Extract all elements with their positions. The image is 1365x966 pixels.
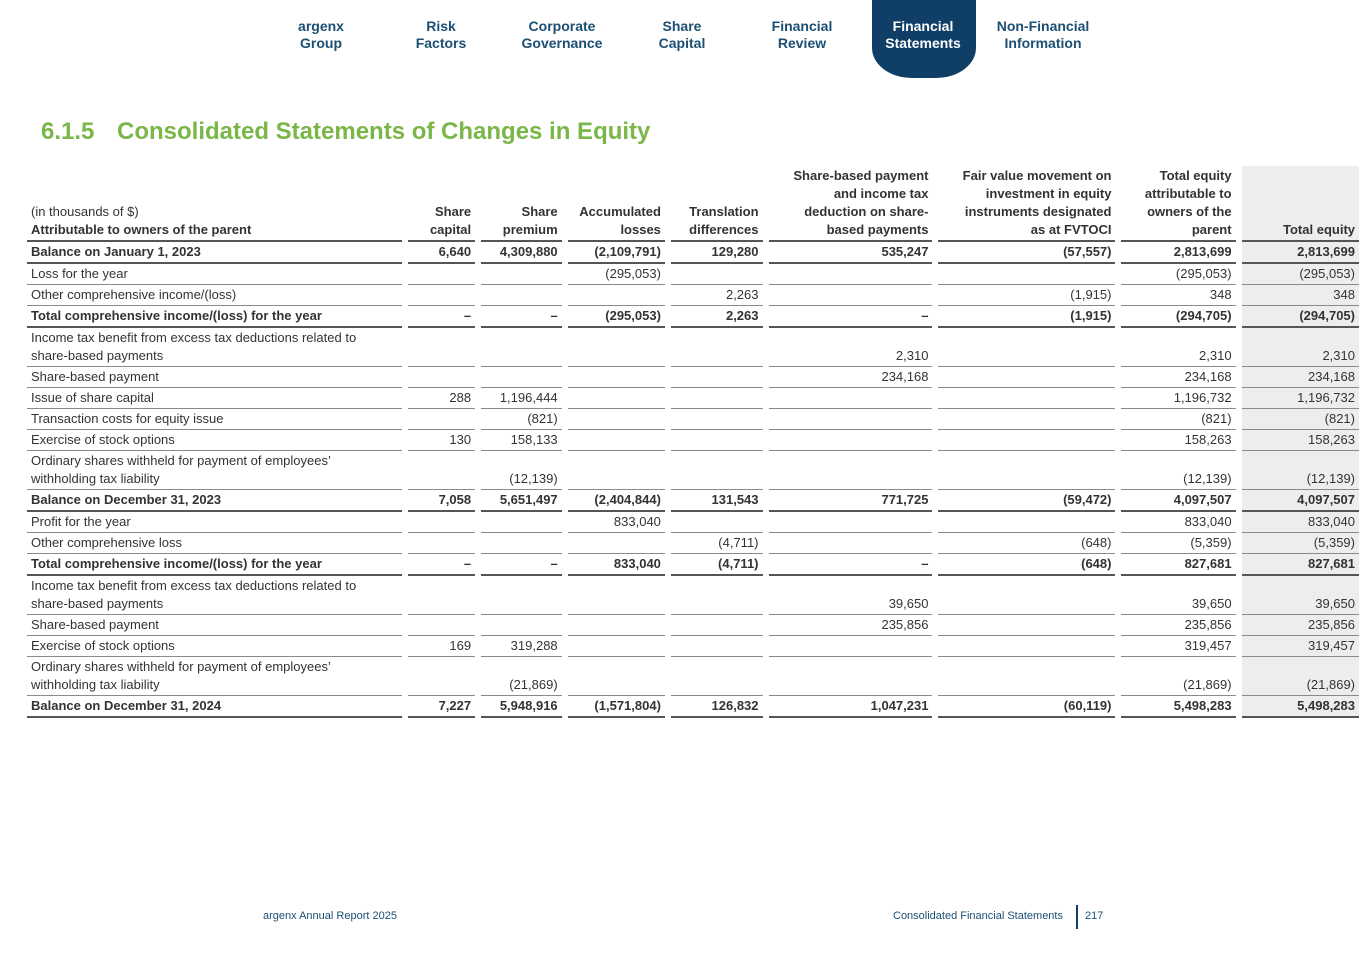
table-cell: [568, 285, 665, 306]
header-line: Share: [521, 204, 558, 219]
table-cell: 2,263: [671, 285, 763, 306]
header-line: Fair value movement on: [962, 168, 1112, 183]
row-label: [27, 367, 402, 388]
row-label-line: Exercise of stock options: [31, 432, 175, 447]
table-header-row: [27, 166, 1359, 242]
row-label-line: Ordinary shares withheld for payment of employees’: [31, 659, 331, 674]
table-cell: 234,168: [1242, 367, 1359, 388]
table-row: [27, 430, 1359, 451]
row-label: [27, 657, 402, 696]
table-cell: [671, 657, 763, 696]
table-cell: [769, 657, 933, 696]
table-row: [27, 636, 1359, 657]
row-label-line: Other comprehensive loss: [31, 535, 183, 550]
column-header-total-equity: [1242, 166, 1359, 242]
table-cell: 5,948,916: [481, 696, 562, 718]
table-cell: [938, 328, 1115, 367]
table-cell: [938, 512, 1115, 533]
table-cell: 2,310: [769, 328, 933, 367]
footer-divider: [1076, 905, 1078, 929]
row-label: [27, 615, 402, 636]
header-line: investment in equity: [985, 186, 1112, 201]
table-cell: [408, 367, 475, 388]
table-cell: [769, 264, 933, 285]
table-cell: [671, 636, 763, 657]
table-cell: [769, 451, 933, 490]
table-cell: 158,263: [1121, 430, 1235, 451]
table-row: [27, 512, 1359, 533]
table-cell: [568, 388, 665, 409]
table-cell: 827,681: [1121, 554, 1235, 576]
table-cell: (21,869): [481, 657, 562, 696]
table-cell: [481, 512, 562, 533]
table-cell: [769, 430, 933, 451]
table-cell: (648): [938, 533, 1115, 554]
column-header-label: [27, 166, 402, 242]
table-cell: [481, 615, 562, 636]
row-label-line: Balance on January 1, 2023: [31, 244, 201, 259]
header-line: Share-based payment: [793, 168, 929, 183]
row-label-line: withholding tax liability: [31, 471, 160, 486]
table-cell: (295,053): [1242, 264, 1359, 285]
table-cell: [481, 264, 562, 285]
table-cell: [481, 285, 562, 306]
table-cell: 833,040: [1121, 512, 1235, 533]
table-cell: –: [408, 306, 475, 328]
table-row: [27, 554, 1359, 576]
table-cell: –: [769, 554, 933, 576]
column-header-share-based-payment: [769, 166, 933, 242]
table-cell: 158,263: [1242, 430, 1359, 451]
nav-tab-line1: Non-Financial: [996, 18, 1090, 34]
table-cell: 348: [1242, 285, 1359, 306]
header-line: Accumulated: [579, 204, 661, 219]
table-row: [27, 264, 1359, 285]
table-cell: [938, 264, 1115, 285]
table-cell: 319,457: [1242, 636, 1359, 657]
table-row: [27, 533, 1359, 554]
table-cell: [408, 657, 475, 696]
nav-tab-line2: Statements: [885, 35, 961, 51]
table-cell: 5,498,283: [1121, 696, 1235, 718]
table-cell: –: [481, 306, 562, 328]
row-label-line: share-based payments: [31, 596, 164, 611]
row-label-line: share-based payments: [31, 348, 164, 363]
table-cell: 833,040: [568, 554, 665, 576]
table-cell: 235,856: [1242, 615, 1359, 636]
row-label-line: Ordinary shares withheld for payment of employees’: [31, 453, 331, 468]
nav-tab-line2: Information: [1004, 35, 1082, 51]
table-cell: [938, 388, 1115, 409]
row-label-line: Other comprehensive income/(loss): [31, 287, 237, 302]
table-row: [27, 306, 1359, 328]
header-line: and income tax: [833, 186, 929, 201]
table-cell: (4,711): [671, 554, 763, 576]
table-cell: 771,725: [769, 490, 933, 512]
table-cell: [671, 264, 763, 285]
table-cell: [938, 636, 1115, 657]
column-header-total-equity-attributable: [1121, 166, 1235, 242]
header-line: Translation: [689, 204, 759, 219]
table-cell: [938, 430, 1115, 451]
row-label-line: Issue of share capital: [31, 390, 154, 405]
table-cell: [408, 409, 475, 430]
row-label-line: Transaction costs for equity issue: [31, 411, 224, 426]
table-cell: 6,640: [408, 242, 475, 264]
header-line: differences: [689, 222, 759, 237]
table-row: [27, 328, 1359, 367]
column-header-share-premium: [481, 166, 562, 242]
table-cell: (5,359): [1242, 533, 1359, 554]
table-cell: [671, 430, 763, 451]
row-label-line: Share-based payment: [31, 617, 159, 632]
table-cell: –: [408, 554, 475, 576]
table-cell: 129,280: [671, 242, 763, 264]
table-row: [27, 451, 1359, 490]
table-cell: 130: [408, 430, 475, 451]
table-cell: [408, 451, 475, 490]
table-cell: [938, 409, 1115, 430]
table-cell: 235,856: [1121, 615, 1235, 636]
nav-tab-financial-statements[interactable]: [871, 18, 975, 52]
row-label: [27, 242, 402, 264]
table-cell: 39,650: [1242, 576, 1359, 615]
table-cell: 833,040: [568, 512, 665, 533]
table-cell: [938, 615, 1115, 636]
table-cell: 5,498,283: [1242, 696, 1359, 718]
nav-tab-corporate-governance[interactable]: [510, 18, 614, 52]
nav-tab-line1: argenx: [298, 18, 344, 34]
table-cell: [408, 615, 475, 636]
table-cell: (295,053): [1121, 264, 1235, 285]
column-header-accumulated-losses: [568, 166, 665, 242]
table-cell: (295,053): [568, 264, 665, 285]
table-cell: 2,263: [671, 306, 763, 328]
table-cell: 1,047,231: [769, 696, 933, 718]
table-row: [27, 490, 1359, 512]
table-cell: [769, 285, 933, 306]
table-cell: –: [481, 554, 562, 576]
row-label: [27, 636, 402, 657]
table-cell: 1,196,444: [481, 388, 562, 409]
table-cell: (295,053): [568, 306, 665, 328]
table-cell: [671, 367, 763, 388]
table-cell: [568, 533, 665, 554]
table-cell: 4,097,507: [1242, 490, 1359, 512]
row-label-line: Balance on December 31, 2023: [31, 492, 222, 507]
row-label: [27, 533, 402, 554]
row-label: [27, 554, 402, 576]
row-label-line: Exercise of stock options: [31, 638, 175, 653]
table-cell: 234,168: [1121, 367, 1235, 388]
table-cell: 39,650: [1121, 576, 1235, 615]
table-cell: [769, 533, 933, 554]
table-cell: [481, 533, 562, 554]
nav-tab-share-capital[interactable]: [630, 18, 734, 52]
table-cell: (21,869): [1242, 657, 1359, 696]
header-line: capital: [429, 222, 472, 237]
table-cell: (2,404,844): [568, 490, 665, 512]
row-label-line: Profit for the year: [31, 514, 131, 529]
table-cell: 7,058: [408, 490, 475, 512]
table-cell: 319,288: [481, 636, 562, 657]
table-cell: 169: [408, 636, 475, 657]
table-cell: [671, 328, 763, 367]
table-cell: 126,832: [671, 696, 763, 718]
header-line: based payments: [826, 222, 929, 237]
table-cell: [568, 636, 665, 657]
header-line: losses: [620, 222, 661, 237]
nav-tab-non-financial-information[interactable]: [991, 18, 1095, 52]
row-label: [27, 696, 402, 718]
nav-tab-line2: Factors: [415, 35, 467, 51]
table-cell: (294,705): [1242, 306, 1359, 328]
row-label: [27, 264, 402, 285]
section-number: 6.1.5: [41, 118, 95, 145]
table-cell: (21,869): [1121, 657, 1235, 696]
page-number: 217: [1085, 910, 1104, 922]
header-line: parent: [1191, 222, 1232, 237]
table-cell: 827,681: [1242, 554, 1359, 576]
table-cell: (821): [1242, 409, 1359, 430]
nav-tab-line2: Governance: [521, 35, 603, 51]
table-cell: 2,310: [1242, 328, 1359, 367]
table-cell: 833,040: [1242, 512, 1359, 533]
table-row: [27, 367, 1359, 388]
table-cell: 7,227: [408, 696, 475, 718]
table-cell: [671, 409, 763, 430]
table-cell: –: [769, 306, 933, 328]
table-cell: (4,711): [671, 533, 763, 554]
table-cell: 288: [408, 388, 475, 409]
table-cell: 535,247: [769, 242, 933, 264]
table-cell: [769, 409, 933, 430]
table-cell: [408, 512, 475, 533]
row-label-line: Total comprehensive income/(loss) for the year: [31, 556, 322, 571]
table-cell: (821): [1121, 409, 1235, 430]
table-body: [27, 242, 1359, 718]
table-row: [27, 409, 1359, 430]
row-label-line: Loss for the year: [31, 266, 128, 281]
row-label: [27, 576, 402, 615]
row-label-line: Share-based payment: [31, 369, 159, 384]
table-cell: 2,813,699: [1121, 242, 1235, 264]
table-cell: [408, 264, 475, 285]
table-cell: (1,571,804): [568, 696, 665, 718]
table-cell: [671, 512, 763, 533]
header-line: attributable to: [1144, 186, 1232, 201]
table-cell: (57,557): [938, 242, 1115, 264]
table-cell: [568, 367, 665, 388]
table-cell: 235,856: [769, 615, 933, 636]
header-line: deduction on share-: [804, 204, 929, 219]
column-header-translation-differences: [671, 166, 763, 242]
table-cell: (821): [481, 409, 562, 430]
row-label: [27, 388, 402, 409]
table-cell: [568, 328, 665, 367]
table-cell: [481, 367, 562, 388]
footer-section-name: Consolidated Financial Statements: [893, 910, 1063, 922]
table-cell: [568, 430, 665, 451]
table-cell: 1,196,732: [1242, 388, 1359, 409]
nav-tab-line1: Financial: [892, 18, 954, 34]
nav-tab-line1: Financial: [771, 18, 833, 34]
row-label-line: Balance on December 31, 2024: [31, 698, 222, 713]
section-title: Consolidated Statements of Changes in Equity: [117, 118, 651, 145]
table-cell: (5,359): [1121, 533, 1235, 554]
table-cell: [671, 615, 763, 636]
table-cell: [671, 388, 763, 409]
header-line: Share: [434, 204, 472, 219]
table-cell: [408, 533, 475, 554]
header-line: instruments designated: [964, 204, 1112, 219]
table-cell: [408, 576, 475, 615]
nav-tab-line1: Corporate: [528, 18, 596, 34]
table-cell: [769, 512, 933, 533]
table-cell: [568, 451, 665, 490]
table-cell: 234,168: [769, 367, 933, 388]
table-cell: [769, 388, 933, 409]
table-cell: [938, 576, 1115, 615]
nav-tab-financial-review[interactable]: [750, 18, 854, 52]
header-line: Total equity: [1159, 168, 1232, 183]
table-cell: [481, 328, 562, 367]
table-cell: [568, 657, 665, 696]
table-cell: (1,915): [938, 285, 1115, 306]
table-row: [27, 657, 1359, 696]
table-cell: [408, 285, 475, 306]
header-line: Total equity: [1283, 222, 1355, 237]
table-cell: [568, 615, 665, 636]
row-label-line: Income tax benefit from excess tax deductions related to: [31, 578, 357, 593]
nav-tab-argenx-group[interactable]: [269, 18, 373, 52]
table-cell: [568, 576, 665, 615]
table-row: [27, 615, 1359, 636]
table-cell: (294,705): [1121, 306, 1235, 328]
header-line: premium: [502, 222, 558, 237]
row-label: [27, 285, 402, 306]
table-row: [27, 285, 1359, 306]
row-label: [27, 451, 402, 490]
row-label: [27, 490, 402, 512]
row-label: [27, 430, 402, 451]
row-label-line: Total comprehensive income/(loss) for the year: [31, 308, 322, 323]
table-cell: 39,650: [769, 576, 933, 615]
row-label: [27, 409, 402, 430]
footer-report-name: argenx Annual Report 2025: [263, 910, 397, 922]
table-cell: (648): [938, 554, 1115, 576]
table-cell: 2,310: [1121, 328, 1235, 367]
table-cell: 131,543: [671, 490, 763, 512]
table-cell: 348: [1121, 285, 1235, 306]
table-cell: (2,109,791): [568, 242, 665, 264]
table-cell: 319,457: [1121, 636, 1235, 657]
column-header-fair-value-movement: [938, 166, 1115, 242]
row-label: [27, 306, 402, 328]
nav-tab-line1: Share: [662, 18, 702, 34]
table-cell: (12,139): [481, 451, 562, 490]
unit-note: (in thousands of $): [31, 204, 139, 219]
row-label-line: withholding tax liability: [31, 677, 160, 692]
table-cell: [568, 409, 665, 430]
table-cell: 158,133: [481, 430, 562, 451]
table-cell: [938, 657, 1115, 696]
row-label: [27, 328, 402, 367]
table-cell: [481, 576, 562, 615]
table-cell: (59,472): [938, 490, 1115, 512]
table-cell: (12,139): [1121, 451, 1235, 490]
equity-changes-table: [21, 166, 1365, 718]
top-navigation: [0, 0, 1365, 80]
table-row: [27, 388, 1359, 409]
table-cell: [671, 451, 763, 490]
table-cell: [769, 636, 933, 657]
table-cell: [671, 576, 763, 615]
header-line: owners of the: [1147, 204, 1232, 219]
table-cell: (1,915): [938, 306, 1115, 328]
table-row: [27, 696, 1359, 718]
table-cell: [938, 451, 1115, 490]
table-cell: 5,651,497: [481, 490, 562, 512]
column-header-share-capital: [408, 166, 475, 242]
table-cell: 4,309,880: [481, 242, 562, 264]
table-row: [27, 576, 1359, 615]
table-cell: [938, 367, 1115, 388]
nav-tab-line2: Review: [777, 35, 827, 51]
nav-tab-line2: Group: [300, 35, 342, 51]
table-cell: 1,196,732: [1121, 388, 1235, 409]
table-cell: (60,119): [938, 696, 1115, 718]
table-cell: 4,097,507: [1121, 490, 1235, 512]
table-cell: [408, 328, 475, 367]
table-row: [27, 242, 1359, 264]
nav-tab-line1: Risk: [426, 18, 456, 34]
page-title: [41, 118, 650, 146]
attributable-label: Attributable to owners of the parent: [31, 222, 252, 237]
row-label-line: Income tax benefit from excess tax deductions related to: [31, 330, 357, 345]
nav-tab-line2: Capital: [658, 35, 706, 51]
header-line: as at FVTOCI: [1030, 222, 1112, 237]
row-label: [27, 512, 402, 533]
table-cell: 2,813,699: [1242, 242, 1359, 264]
table-cell: (12,139): [1242, 451, 1359, 490]
nav-tab-risk-factors[interactable]: [389, 18, 493, 52]
